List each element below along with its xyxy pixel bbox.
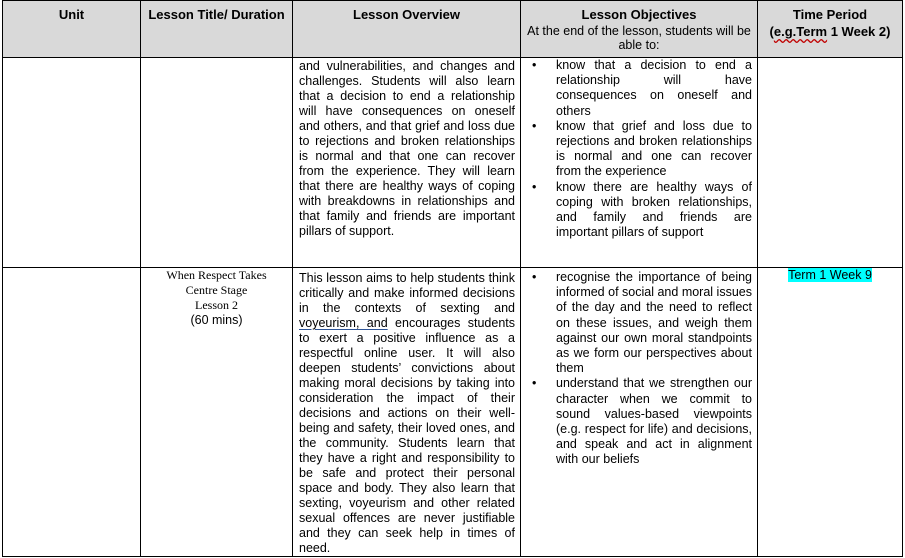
- lesson-plan-table: [2, 0, 903, 557]
- lesson-objectives-cell: [521, 268, 758, 557]
- lesson-objectives-header: Lesson Objectives At the end of the lesson, students will be able to:: [521, 1, 758, 58]
- lesson-title: When Respect Takes: [166, 268, 267, 282]
- lesson-duration: (60 mins): [190, 313, 243, 327]
- time-period-value: Term 1 Week 9: [788, 268, 872, 282]
- unit-header: Unit: [3, 1, 141, 58]
- objectives-list: [521, 58, 757, 240]
- time-period-example: (e.g.Term 1 Week 2): [769, 24, 891, 39]
- time-period-header: Time Period (e.g.Term 1 Week 2): [758, 1, 903, 58]
- table-row: [3, 268, 903, 557]
- unit-cell: [3, 268, 141, 557]
- lesson-overview-header: Lesson Overview: [293, 1, 521, 58]
- lesson-title-cell: [141, 58, 293, 268]
- objectives-subheader: At the end of the lesson, students will be able to:: [527, 24, 751, 52]
- list-item: • understand that we strengthen our character when we commit to sound values-based viewpoints (e.g. respect for life) and decisions, and speak and act in alignment with our beliefs: [521, 376, 752, 467]
- lesson-overview-cell: This lesson aims to help students think critically and make informed decisions in the contexts of sexting and voyeurism, and encourages students to exert a positive influence as a respectful online user. It will also deepen students’ convictions about making moral decisions by taking into consideration the impact of their decisions and actions on their well-being and safety, their loved ones, and the community. Students learn that they have a right and responsibility to be safe and protect their personal space and body. They also learn that sexting, voyeurism and other related sexual offences are never justifiable and they can seek help in times of need.: [293, 268, 521, 557]
- list-item: • know there are healthy ways of coping with broken relationships, and family and friends are important pillars of support: [521, 180, 752, 241]
- list-item: • know that grief and loss due to rejections and broken relationships is normal and one can recover from the experience: [521, 119, 752, 180]
- list-item: • know that a decision to end a relationship will have consequences on oneself and others: [521, 58, 752, 119]
- lesson-title-line2: Centre Stage: [185, 283, 248, 297]
- time-period-cell: [758, 268, 903, 557]
- time-period-cell: [758, 58, 903, 268]
- lesson-number: Lesson 2: [195, 298, 238, 312]
- lesson-objectives-cell: [521, 58, 758, 268]
- objectives-list: [521, 268, 757, 468]
- lesson-title-header: Lesson Title/ Duration: [141, 1, 293, 58]
- underlined-text: voyeurism, and: [299, 316, 388, 330]
- table-row: [3, 58, 903, 268]
- header-row: [3, 1, 903, 58]
- lesson-overview-cell: and vulnerabilities, and changes and challenges. Students will also learn that a decision to end a relationship will have consequences on oneself and others, and that grief and loss due to rejections and broken relationships is normal and that one can recover from the experience. They will learn that there are healthy ways of coping with breakdowns in relationships and that family and friends are important pillars of support.: [293, 58, 521, 268]
- unit-cell: [3, 58, 141, 268]
- lesson-title-cell: [141, 268, 293, 557]
- list-item: • recognise the importance of being informed of social and moral issues of the day and the need to reflect on these issues, and weigh them against our own moral standpoints as we form our perspectives about them: [521, 270, 752, 376]
